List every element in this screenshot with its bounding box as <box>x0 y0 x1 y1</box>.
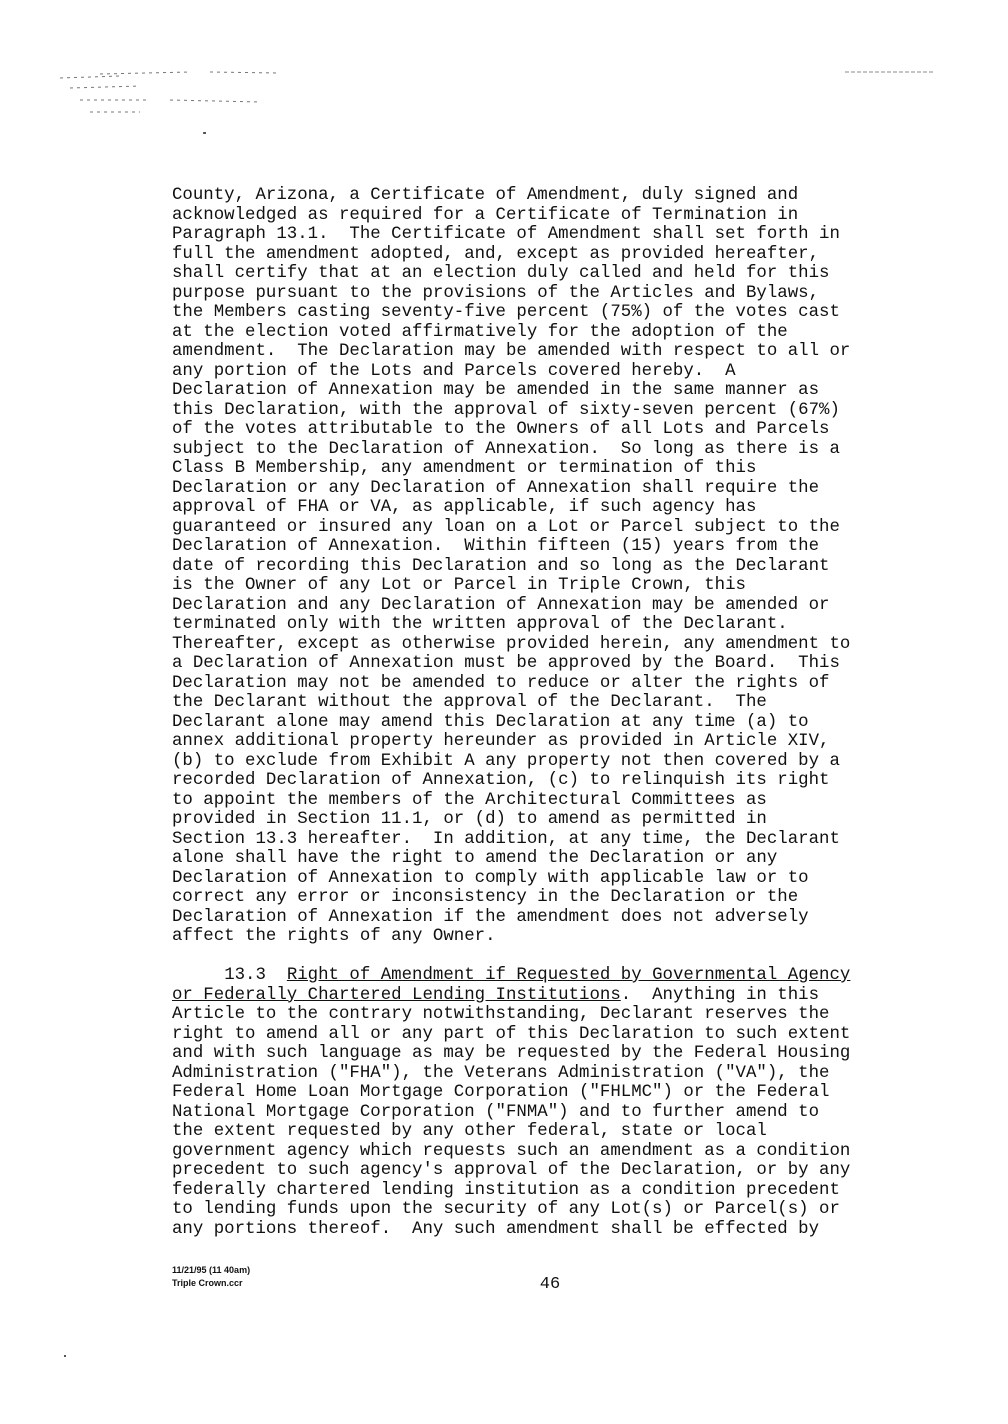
text-line: at the election voted affirmatively for the adoption of the <box>172 322 788 342</box>
text-line: Declaration may not be amended to reduce or alter the rights of <box>172 673 830 693</box>
text-line: government agency which requests such an amendment as a condition <box>172 1141 851 1161</box>
text-line: terminated only with the written approval of the Declarant. <box>172 615 788 634</box>
text-line: any portions thereof. Any such amendment shall be effected by <box>172 1219 820 1239</box>
text-line: a Declaration of Annexation must be approved by the Board. This <box>172 654 840 673</box>
text-line: Class B Membership, any amendment or termination of this <box>172 459 757 478</box>
text-line: alone shall have the right to amend the Declaration or any <box>172 849 778 868</box>
section-heading-line <box>172 986 942 1006</box>
text-line: purpose pursuant to the provisions of the Articles and Bylaws, <box>172 283 820 303</box>
text-line: National Mortgage Corporation ("FNMA") and to further amend to <box>172 1102 820 1122</box>
text-line: any portion of the Lots and Parcels covered hereby. A <box>172 361 736 381</box>
text-line: Declaration and any Declaration of Annexation may be amended or <box>172 595 830 615</box>
text-line: correct any error or inconsistency in the Declaration or the <box>172 888 799 907</box>
text-line: Administration ("FHA"), the Veterans Administration ("VA"), the <box>172 1063 830 1083</box>
text-line: subject to the Declaration of Annexation. So long as there is a <box>172 439 840 459</box>
text-line: federally chartered lending institution as a condition precedent <box>172 1180 840 1200</box>
text-line: (b) to exclude from Exhibit A any property not then covered by a <box>172 751 840 771</box>
text-line: to lending funds upon the security of any Lot(s) or Parcel(s) or <box>172 1200 840 1219</box>
footer-file-info <box>172 1264 250 1290</box>
text-line: to appoint the members of the Architectural Committees as <box>172 790 767 810</box>
text-line: is the Owner of any Lot or Parcel in Triple Crown, this <box>172 576 746 595</box>
text-line: Declaration of Annexation may be amended in the same manner as <box>172 381 820 400</box>
scan-artifact-right <box>845 68 935 76</box>
text-line: provided in Section 11.1, or (d) to amend as permitted in <box>172 810 767 829</box>
text-line: Section 13.3 hereafter. In addition, at any time, the Declarant <box>172 829 840 849</box>
footer-file-name: Triple Crown.ccr <box>172 1278 243 1288</box>
text-line: date of recording this Declaration and so long as the Declarant <box>172 556 830 576</box>
text-line: annex additional property hereunder as provided in Article XIV, <box>172 732 830 751</box>
scan-speck <box>204 132 206 134</box>
text-line: recorded Declaration of Annexation, (c) to relinquish its right <box>172 771 830 790</box>
text-line: right to amend all or any part of this Declaration to such extent <box>172 1024 851 1044</box>
text-line: guaranteed or insured any loan on a Lot or Parcel subject to the <box>172 517 840 537</box>
text-line: Thereafter, except as otherwise provided herein, any amendment to <box>172 634 851 654</box>
text-line: approval of FHA or VA, as applicable, if such agency has <box>172 498 757 517</box>
text-line: Paragraph 13.1. The Certificate of Amendment shall set forth in <box>172 225 840 244</box>
text-line: precedent to such agency's approval of the Declaration, or by any <box>172 1161 851 1180</box>
section-number: 13.3 <box>224 966 266 985</box>
text-line: the Members casting seventy-five percent (75%) of the votes cast <box>172 303 840 322</box>
text-line: this Declaration, with the approval of sixty-seven percent (67%) <box>172 400 840 420</box>
section-heading-line <box>172 966 942 986</box>
text-line: the Declarant without the approval of the Declarant. The <box>172 693 767 712</box>
page-number: 46 <box>539 1275 561 1294</box>
text-line: Article to the contrary notwithstanding, Declarant reserves the <box>172 1005 830 1024</box>
text-line: County, Arizona, a Certificate of Amendment, duly signed and <box>172 186 799 205</box>
section-heading-continued: or Federally Chartered Lending Institutions <box>172 985 621 1005</box>
scan-artifact <box>60 66 280 146</box>
text-line: full the amendment adopted, and, except as provided hereafter, <box>172 244 820 264</box>
text-line: acknowledged as required for a Certificate of Termination in <box>172 205 799 225</box>
text-line: Declaration or any Declaration of Annexation shall require the <box>172 478 820 498</box>
text-line: affect the rights of any Owner. <box>172 927 496 946</box>
text-line: . Anything in this <box>620 985 820 1005</box>
text-line: shall certify that at an election duly called and held for this <box>172 264 830 283</box>
scan-speck <box>64 1355 66 1357</box>
text-line: of the votes attributable to the Owners of all Lots and Parcels <box>172 420 830 439</box>
text-line: Declaration of Annexation. Within fifteen (15) years from the <box>172 537 820 556</box>
footer-date-stamp: 11/21/95 (11 40am) <box>172 1265 251 1275</box>
paragraph-amendment-procedure <box>172 186 942 947</box>
section-13-3 <box>172 966 942 1239</box>
text-line: Federal Home Loan Mortgage Corporation ("FHLMC") or the Federal <box>172 1083 830 1102</box>
text-line: Declaration of Annexation to comply with applicable law or to <box>172 868 809 888</box>
text-line: Declarant alone may amend this Declaration at any time (a) to <box>172 712 809 732</box>
section-heading: Right of Amendment if Requested by Governmental Agency <box>286 966 851 985</box>
text-line: the extent requested by any other federal, state or local <box>172 1122 767 1141</box>
text-line: Declaration of Annexation if the amendment does not adversely <box>172 907 809 927</box>
text-line: amendment. The Declaration may be amended with respect to all or <box>172 342 851 361</box>
text-line: and with such language as may be requested by the Federal Housing <box>172 1044 851 1063</box>
